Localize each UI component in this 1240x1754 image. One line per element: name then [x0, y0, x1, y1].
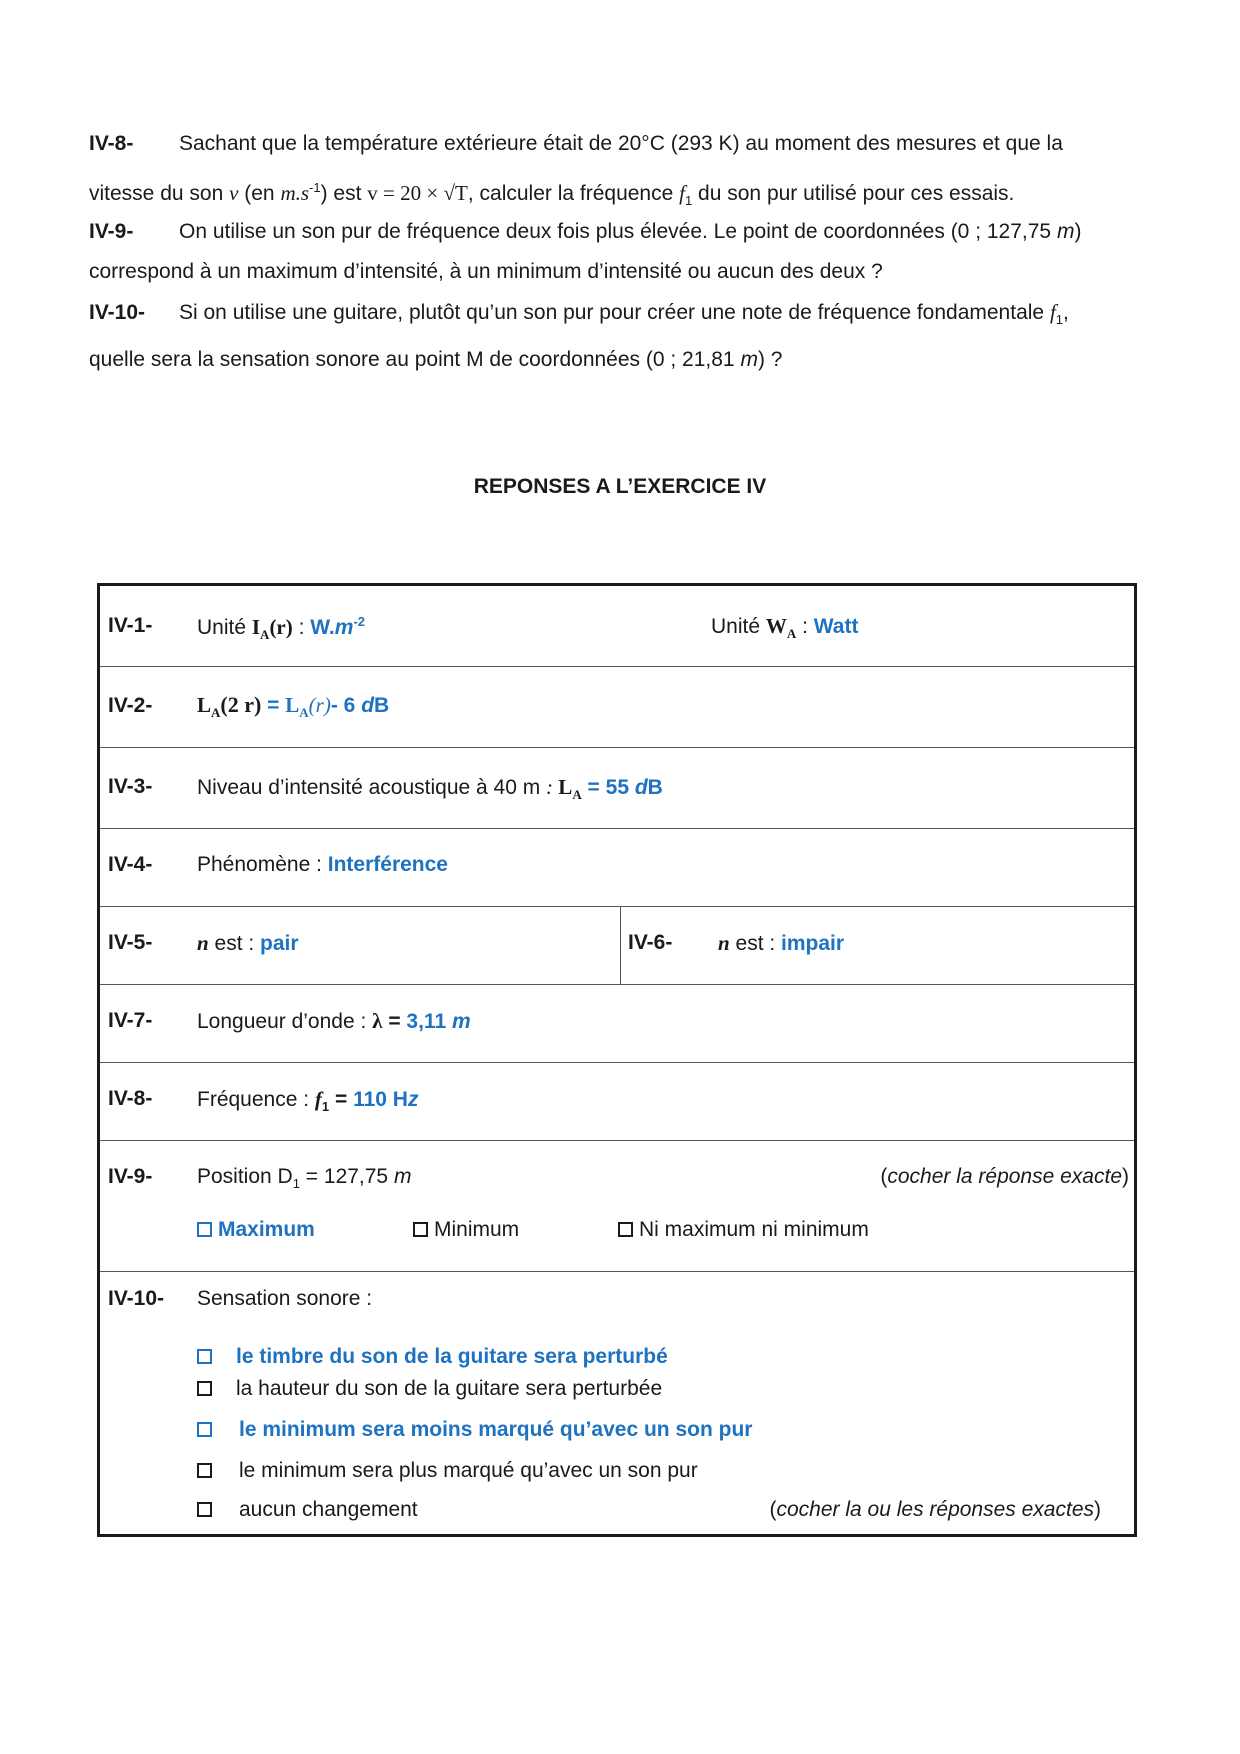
hint-paren: (	[769, 1498, 777, 1521]
option-label: Maximum	[218, 1218, 315, 1241]
answer-row-iv-10	[100, 1271, 1134, 1534]
answer-row-iv-3	[100, 747, 1134, 829]
label: Phénomène :	[197, 853, 328, 876]
answer-value: B	[374, 694, 390, 717]
answer-value: impair	[781, 932, 845, 955]
answer-number: IV-2-	[108, 694, 153, 717]
intensity-symbol: I	[251, 615, 261, 639]
answer-number: IV-4-	[108, 853, 153, 876]
option-label: aucun changement	[239, 1498, 418, 1521]
question-line	[89, 124, 1151, 164]
option-label: Ni maximum ni minimum	[639, 1218, 869, 1241]
answer-value: 3,11	[406, 1010, 452, 1033]
level-arg: (r)	[308, 693, 331, 717]
question-text: Sachant que la température extérieure était de 20°C (293 K) au moment des mesures et que la	[179, 132, 1063, 155]
answer-value: - 6	[330, 694, 362, 717]
answer-row-iv-4	[100, 828, 1134, 907]
question-iv-8	[89, 124, 1151, 221]
answer-value: 110 H	[353, 1088, 408, 1111]
level-symbol: L	[558, 775, 573, 799]
answer-content-b	[711, 614, 858, 642]
answer-row-iv-7	[100, 984, 1134, 1063]
option-minimum[interactable]	[413, 1218, 519, 1242]
answer-content	[197, 1087, 418, 1114]
level-symbol: L	[197, 693, 212, 717]
answer-value: Watt	[813, 615, 859, 638]
option-neither[interactable]	[618, 1218, 869, 1242]
option-minimum-plus[interactable]	[197, 1459, 698, 1483]
answer-number: IV-10-	[108, 1287, 165, 1310]
subscript: A	[572, 787, 582, 803]
hint-text	[880, 1165, 1129, 1189]
question-number: IV-9-	[89, 220, 134, 243]
label: Unité	[197, 616, 252, 639]
unit-text: m.s	[280, 181, 310, 205]
label: =	[261, 694, 286, 717]
option-label: la hauteur du son de la guitare sera perturbée	[236, 1377, 663, 1400]
answer-content	[197, 614, 365, 643]
question-number: IV-10-	[89, 301, 146, 324]
option-label: Minimum	[434, 1218, 520, 1241]
frequency-symbol: f	[1049, 300, 1056, 324]
question-text: )	[1074, 220, 1082, 243]
exponent: -1	[309, 180, 321, 195]
question-text: ) est	[320, 182, 368, 205]
velocity-formula: v = 20 × √T	[367, 181, 468, 205]
answer-content	[197, 1009, 471, 1034]
hint-paren: (	[880, 1165, 888, 1188]
hint: cocher la ou les réponses exactes	[776, 1498, 1094, 1521]
frequency-symbol: f	[314, 1087, 322, 1111]
intensity-arg: (r)	[269, 615, 293, 639]
label: = 127,75	[299, 1165, 394, 1188]
option-label: le minimum sera plus marqué qu’avec un son pur	[239, 1459, 698, 1482]
option-aucun[interactable]	[197, 1498, 418, 1522]
question-number: IV-8-	[89, 132, 134, 155]
answer-content	[718, 931, 844, 956]
question-iv-9	[89, 212, 1151, 292]
answer-number: IV-5-	[108, 931, 153, 954]
option-maximum[interactable]	[197, 1218, 315, 1242]
answer-row-iv-2	[100, 666, 1134, 748]
answer-value: d	[634, 776, 648, 799]
frequency-symbol: f	[679, 181, 685, 205]
subscript: 1	[1055, 312, 1064, 328]
answer-number: IV-7-	[108, 1009, 153, 1032]
label: :	[546, 775, 559, 799]
answer-number: IV-1-	[108, 614, 153, 637]
answer-value: m	[334, 616, 354, 639]
subscript: 1	[684, 193, 693, 209]
answer-number: IV-9-	[108, 1165, 153, 1188]
answer-value: W.	[310, 616, 335, 639]
checkbox-icon[interactable]	[197, 1222, 212, 1237]
answer-number: IV-8-	[108, 1087, 153, 1110]
subscript: A	[299, 705, 309, 721]
hint-paren: )	[1122, 1165, 1129, 1188]
column-divider	[620, 906, 621, 984]
answer-value: m	[451, 1010, 471, 1033]
question-text: , calculer la fréquence	[467, 182, 680, 205]
answer-content	[197, 1165, 411, 1191]
checkbox-icon[interactable]	[197, 1349, 212, 1364]
label: Position D	[197, 1165, 293, 1188]
answer-content	[197, 775, 663, 803]
label: Longueur d’onde :	[197, 1010, 373, 1033]
section-title: REPONSES A L’EXERCICE IV	[473, 475, 767, 498]
question-text: ,	[1063, 301, 1069, 324]
question-text: vitesse du son	[89, 182, 230, 205]
level-arg: (2 r)	[220, 692, 262, 717]
n-symbol: n	[718, 931, 730, 955]
lambda-symbol: λ	[372, 1009, 383, 1033]
checkbox-icon[interactable]	[197, 1381, 212, 1396]
level-symbol: L	[285, 693, 300, 717]
question-iv-10	[89, 292, 1151, 380]
option-label: le minimum sera moins marqué qu’avec un son pur	[239, 1418, 753, 1441]
answer-value: z	[407, 1088, 419, 1111]
subscript: A	[211, 705, 221, 721]
unit-text: m	[740, 348, 758, 372]
label: Niveau d’intensité acoustique à 40 m	[197, 776, 547, 799]
option-hauteur[interactable]	[197, 1377, 662, 1401]
question-text: correspond à un maximum d’intensité, à un minimum d’intensité ou aucun des deux ?	[89, 260, 883, 283]
answer-row-iv-9	[100, 1140, 1134, 1272]
subscript: A	[260, 627, 270, 643]
option-timbre[interactable]	[197, 1345, 668, 1369]
checkbox-icon[interactable]	[197, 1502, 212, 1517]
answer-row-iv-1	[100, 586, 1134, 667]
label: =	[329, 1088, 354, 1111]
option-label: le timbre du son de la guitare sera perturbé	[236, 1345, 668, 1368]
label: :	[796, 615, 814, 638]
label: est :	[729, 932, 782, 955]
hint: cocher la réponse exacte	[887, 1165, 1122, 1188]
question-line	[89, 340, 1151, 380]
label: =	[382, 1010, 407, 1033]
question-text: (en	[238, 182, 281, 205]
answer-number: IV-6-	[628, 931, 673, 954]
subscript: 1	[321, 1099, 330, 1115]
question-line	[89, 212, 1151, 252]
label: =	[581, 776, 606, 799]
answer-row-iv-5-6	[100, 906, 1134, 985]
answer-content	[197, 692, 389, 721]
n-symbol: n	[197, 931, 209, 955]
label: :	[292, 616, 311, 639]
hint-text	[769, 1498, 1101, 1522]
label: Unité	[711, 615, 766, 638]
answer-number: IV-3-	[108, 775, 153, 798]
question-text: ) ?	[757, 348, 783, 372]
question-text: On utilise un son pur de fréquence deux fois plus élevée. Le point de coordonnées (0 ; 127,75	[179, 220, 1057, 243]
checkbox-icon[interactable]	[618, 1222, 633, 1237]
subscript: 1	[292, 1176, 300, 1192]
answer-label: Sensation sonore :	[197, 1287, 373, 1310]
subscript: A	[786, 626, 797, 642]
unit-text: m	[393, 1165, 412, 1188]
label: Fréquence :	[197, 1088, 315, 1111]
answer-value: 55	[605, 776, 635, 799]
velocity-symbol: v	[229, 181, 239, 205]
question-text: du son pur utilisé pour ces essais.	[692, 182, 1015, 205]
answer-table	[97, 583, 1137, 1537]
question-line	[89, 252, 1151, 292]
question-text: Si on utilise une guitare, plutôt qu’un son pur pour créer une note de fréquence fondamentale	[179, 301, 1050, 324]
checkbox-icon[interactable]	[413, 1222, 428, 1237]
answer-row-iv-8	[100, 1062, 1134, 1141]
answer-content	[197, 931, 299, 956]
option-minimum-moins[interactable]	[197, 1418, 752, 1442]
hint-paren: )	[1094, 1498, 1101, 1521]
question-line	[89, 292, 1151, 340]
answer-value: Interférence	[327, 853, 448, 876]
exponent: -2	[353, 614, 366, 629]
label: est :	[208, 932, 261, 955]
unit-text: m	[1056, 220, 1075, 243]
answer-value: pair	[260, 932, 299, 955]
checkbox-icon[interactable]	[197, 1463, 212, 1478]
checkbox-icon[interactable]	[197, 1422, 212, 1437]
answer-content	[197, 853, 448, 877]
answer-value: d	[361, 694, 375, 717]
question-text: quelle sera la sensation sonore au point M de coordonnées (0 ; 21,81	[89, 348, 741, 372]
answer-value: B	[647, 776, 663, 799]
power-symbol: W	[765, 614, 787, 638]
